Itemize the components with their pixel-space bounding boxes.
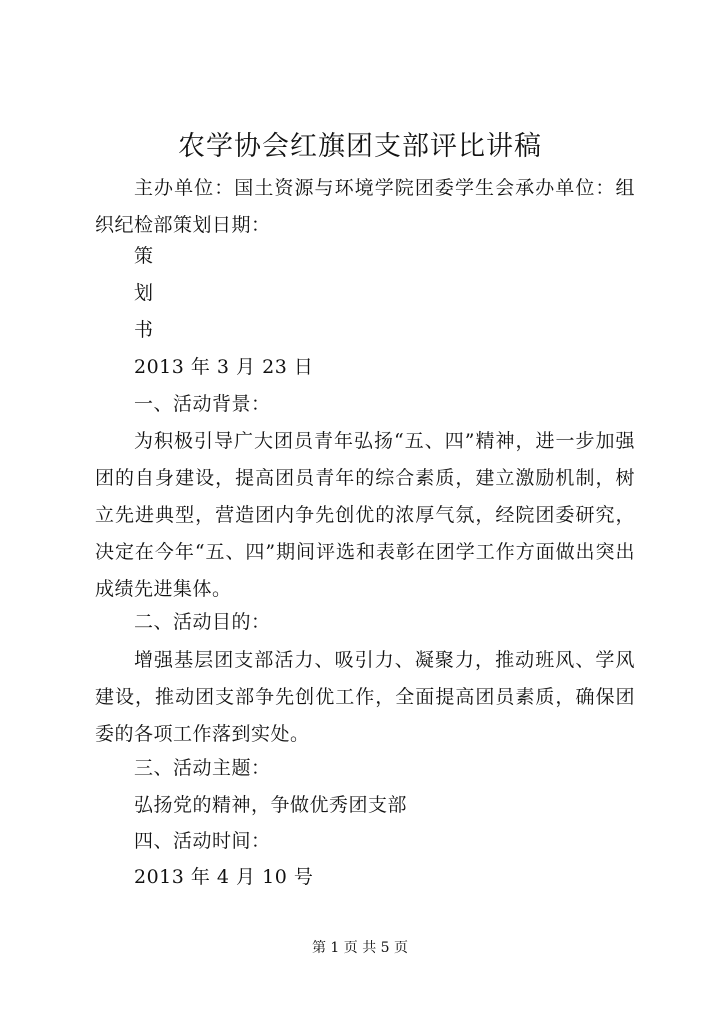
section3-heading: 三、活动主题： [134,757,271,779]
section4-heading: 四、活动时间： [134,830,271,852]
section4-body: 2013 年 4 月 10 号 [134,866,314,888]
plan-char-hua: 划 [134,282,154,304]
document-title: 农学协会红旗团支部评比讲稿 [178,131,542,162]
page-number-footer: 第 1 页 共 5 页 [311,940,409,956]
plan-char-ce: 策 [134,245,154,267]
plan-char-shu: 书 [134,319,154,341]
section2-heading: 二、活动目的： [134,611,271,633]
section3-body: 弘扬党的精神，争做优秀团支部 [134,794,408,816]
section2-body: 增强基层团支部活力、吸引力、凝聚力，推动班风、学风建设，推动团支部争先创优工作，全面提高团员素质，确保团委的各项工作落到实处。 [95,649,635,745]
section1-heading: 一、活动背景： [134,393,271,415]
section1-body: 为积极引导广大团员青年弘扬“五、四”精神，进一步加强团的自身建设，提高团员青年的综合素质，建立激励机制，树立先进典型，营造团内争先创优的浓厚气氛，经院团委研究，决定在今年“五、四”期间评选和表彰在团学工作方面做出突出成绩先进集体。 [95,430,635,600]
organizer-paragraph: 主办单位：国土资源与环境学院团委学生会承办单位：组织纪检部策划日期： [95,177,635,236]
plan-date: 2013 年 3 月 23 日 [134,356,314,378]
